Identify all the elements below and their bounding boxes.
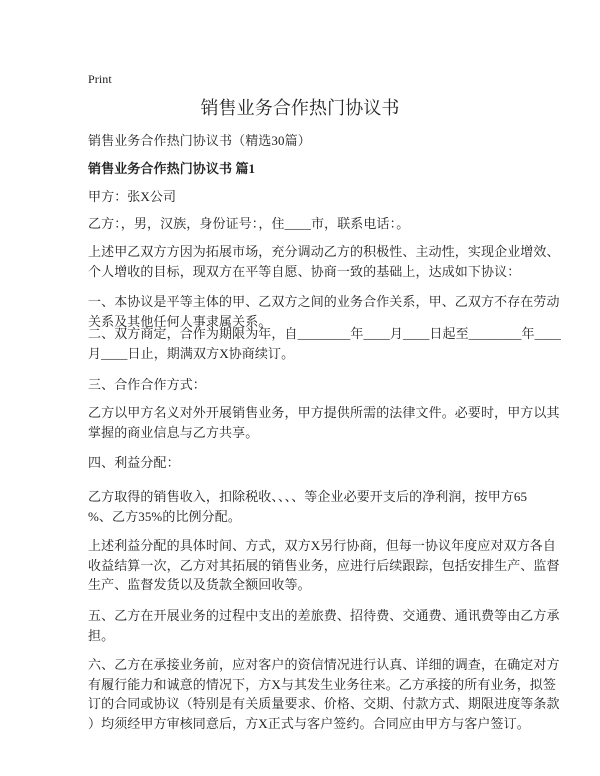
paragraph-line: 一、本协议是平等主体的甲、乙双方之间的业务合作关系，甲、乙双方不存在劳动 [88, 294, 560, 309]
paragraph-line: 上述甲乙双方方因为拓展市场，充分调动乙方的积极性、主动性，实现企业增效、 [88, 244, 560, 259]
section-heading: 销售业务合作热门协议书 篇1 [88, 161, 256, 176]
paragraph-line: ）均须经甲方审核同意后，方X正式与客户签约。合同应由甲方与客户签订。 [88, 715, 530, 731]
clause-3-body [88, 403, 560, 442]
preamble-paragraph [88, 242, 560, 281]
paragraph-line: 关系及其他任何人事隶属关系。 [88, 313, 272, 329]
paragraph-line: 三、合作合作方式： [88, 377, 206, 392]
paragraph-line: 订的合同或协议（特别是有关质量要求、价格、交期、付款方式、期限进度等条款 [88, 696, 560, 711]
paragraph-line: 乙方：，男，汉族，身份证号：，住____市，联系电话：。 [88, 216, 410, 231]
paragraph-line: 有履行能力和诚意的情况下，方X与其发生业务往来。乙方承接的所有业务，拟签 [88, 676, 556, 692]
paragraph-line: 五、乙方在开展业务的过程中支出的差旅费、招待费、交通费、通讯费等由乙方承 [88, 608, 560, 623]
clause-3-heading [88, 375, 528, 395]
paragraph-line: 上述利益分配的具体时间、方式，双方X另行协商，但每一协议年度应对双方各自 [88, 538, 556, 553]
clause-4-heading [88, 453, 528, 473]
paragraph-line: 四、利益分配： [88, 455, 180, 470]
settlement-paragraph [88, 536, 560, 595]
paragraph-line: 担。 [88, 627, 115, 643]
profit-share-paragraph [88, 487, 528, 526]
clause-6 [88, 655, 560, 733]
paragraph-line: 乙方取得的销售收入，扣除税收、、、、等企业必要开支后的净利润，按甲方65 [88, 489, 528, 504]
paragraph-line: 六、乙方在承接业务前，应对客户的资信情况进行认真、详细的调查，在确定对方 [88, 657, 560, 672]
clause-2 [88, 324, 561, 363]
paragraph-line: 生产、监督发货以及货款全额回收等。 [88, 577, 311, 592]
paragraph-line: 掌握的商业信息与乙方共享。 [88, 424, 259, 440]
paragraph-line: 二、双方商定，合作为期限为年，自________年____月____日起至________年____ [88, 326, 561, 341]
paragraph-line: 甲方：张X公司 [88, 189, 177, 204]
paragraph-line: 收益结算一次，乙方对其拓展的销售业务，应进行后续跟踪，包括安排生产、监督 [88, 557, 560, 573]
paragraph-line: %、乙方35%的比例分配。 [88, 508, 241, 524]
paragraph-line: 个人增收的目标，现双方在平等自愿、协商一致的基础上，达成如下协议： [88, 263, 521, 279]
document-title: 销售业务合作热门协议书 [200, 98, 400, 118]
party-a-paragraph [88, 187, 528, 207]
paragraph-line: 乙方以甲方名义对外开展销售业务，甲方提供所需的法律文件。必要时，甲方以其 [88, 405, 560, 420]
party-b-paragraph [88, 214, 528, 234]
paragraph-line: 月____日止，期满双方X协商续订。 [88, 345, 295, 361]
document-subtitle: 销售业务合作热门协议书（精选30篇） [88, 133, 311, 148]
clause-5 [88, 606, 560, 645]
print-link[interactable]: Print [88, 72, 112, 86]
